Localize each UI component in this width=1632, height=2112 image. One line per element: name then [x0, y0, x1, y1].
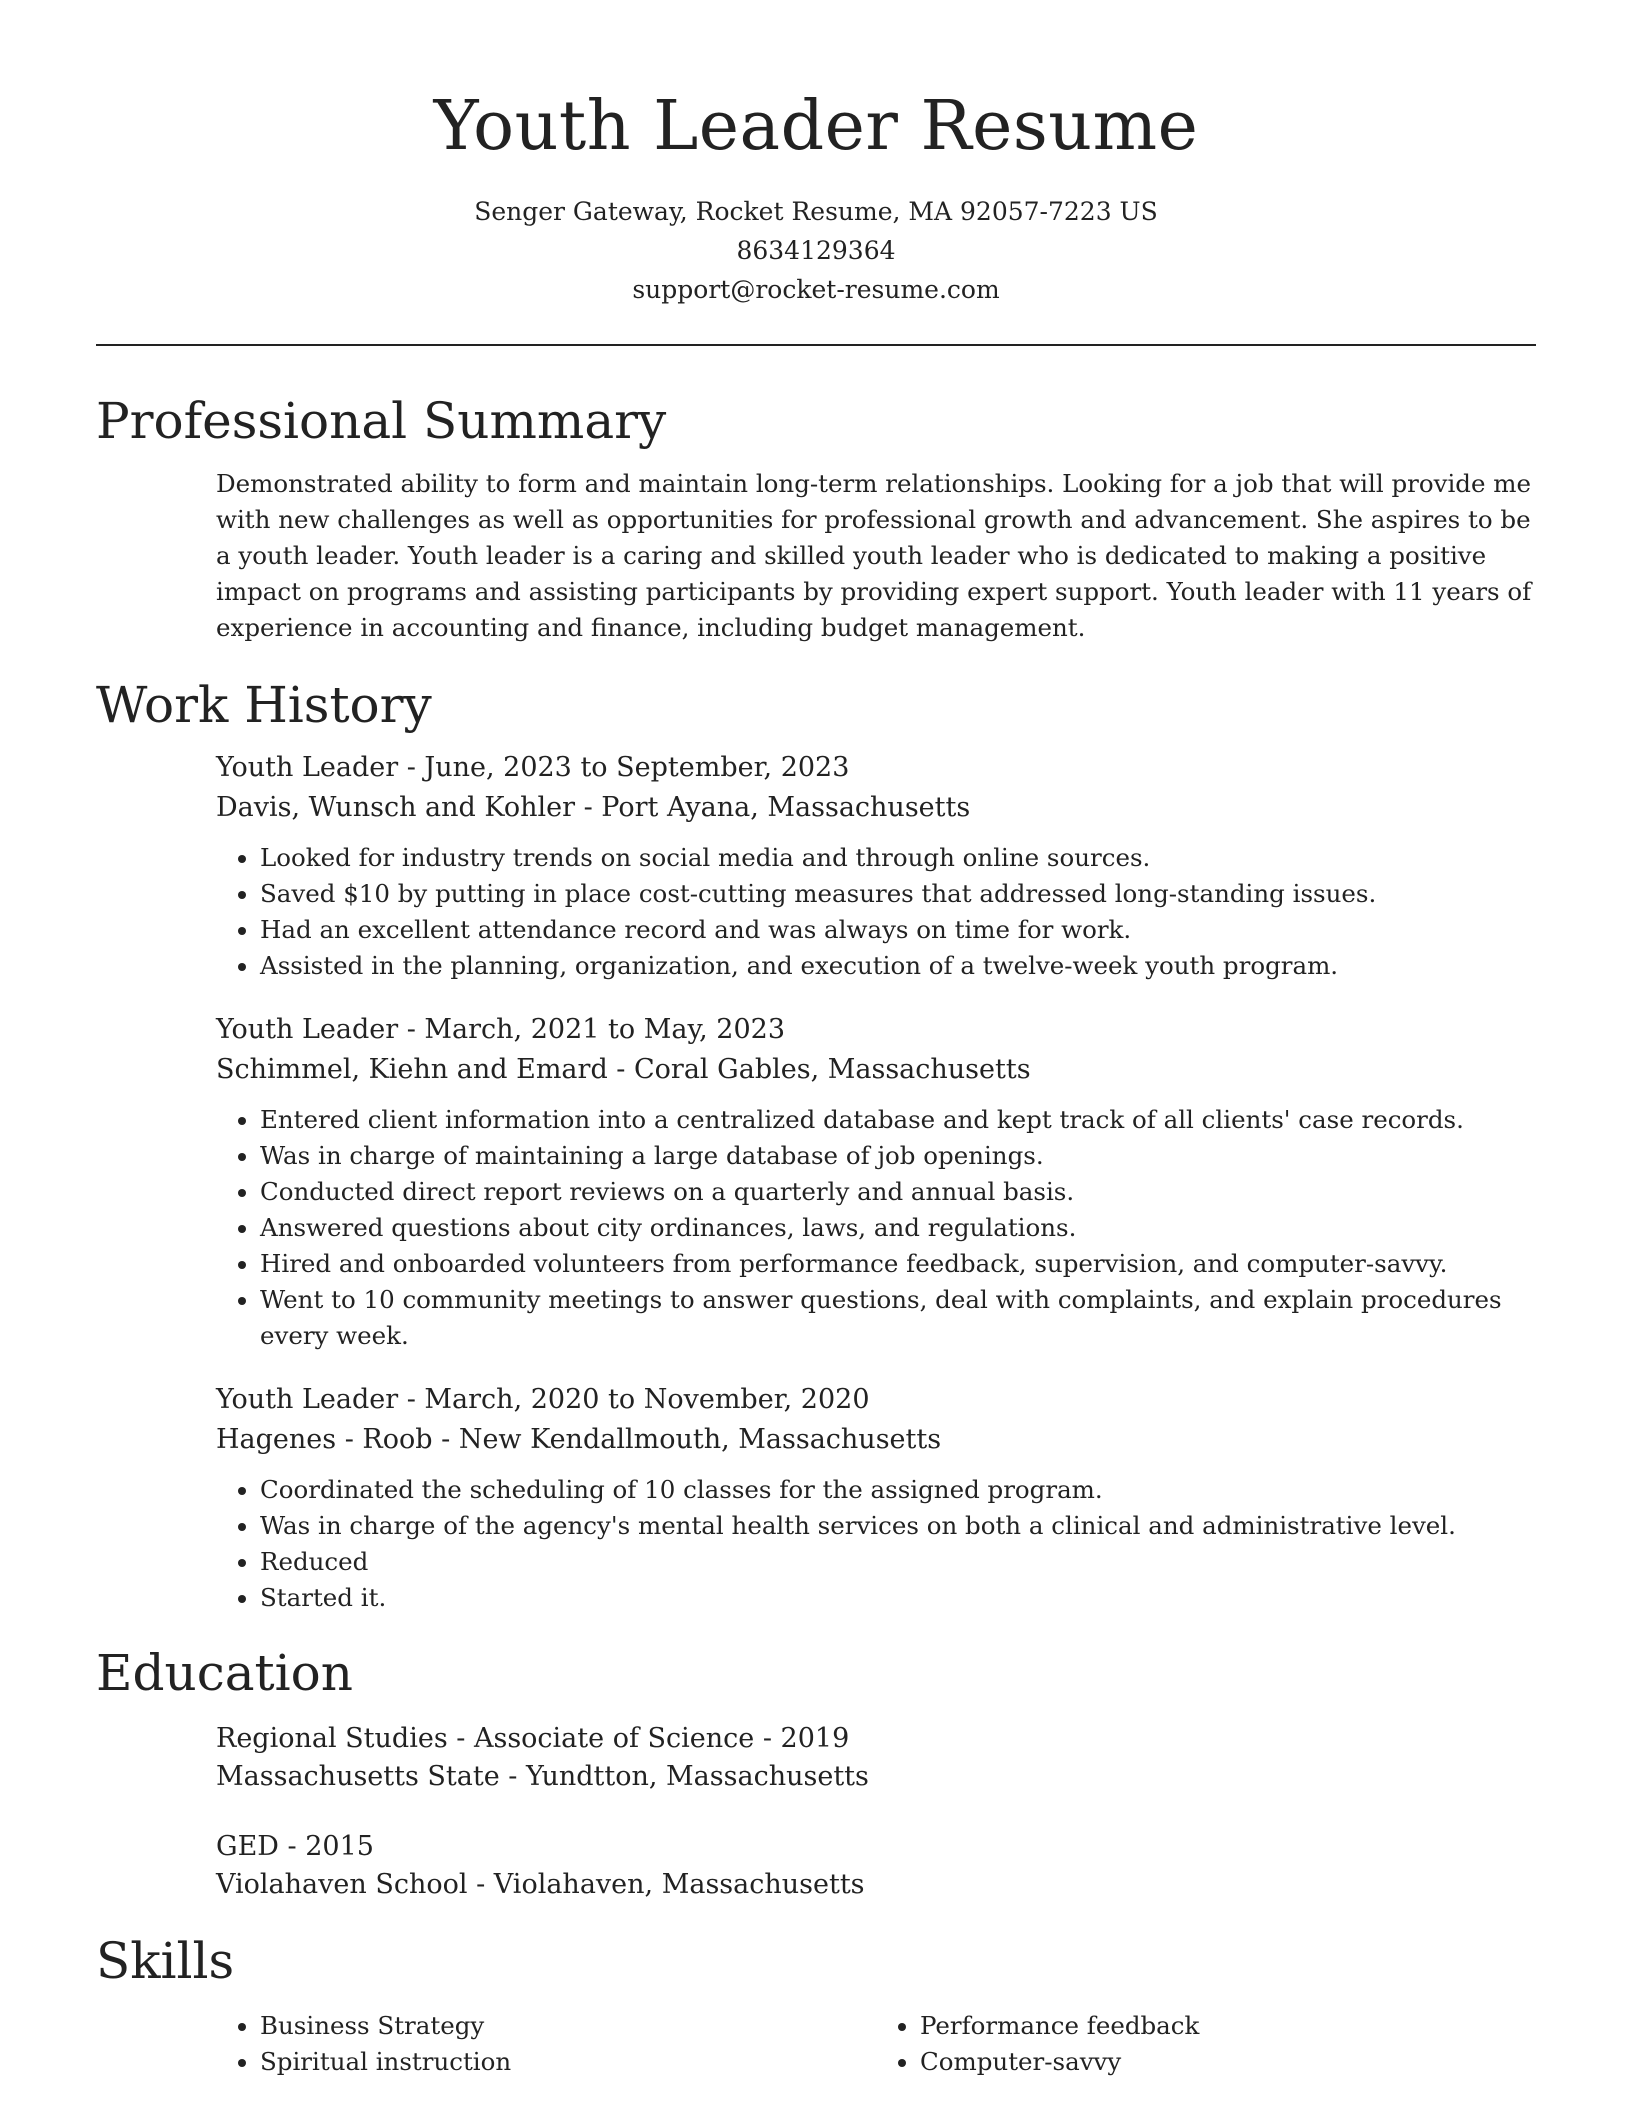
skills-list-right — [876, 2008, 1536, 2080]
job-title-line: Youth Leader - June, 2023 to September, 2023 — [216, 752, 850, 783]
skill-item: • Computer-savvy — [920, 2044, 1536, 2080]
work-history-section — [0, 670, 1632, 1616]
resume-title: Youth Leader Resume — [433, 87, 1199, 166]
job-bullet: • Coordinated the scheduling of 10 classes for the assigned program. — [260, 1472, 1536, 1508]
job-bullet: • Conducted direct report reviews on a quarterly and annual basis. — [260, 1174, 1536, 1210]
education-degree-line: Regional Studies - Associate of Science - 2019 — [216, 1723, 850, 1754]
job-entry — [216, 1380, 1536, 1616]
education-school-line: Violahaven School - Violahaven, Massachusetts — [216, 1869, 865, 1900]
job-bullet: • Entered client information into a centralized database and kept track of all clients' case records. — [260, 1102, 1536, 1138]
skill-item: • Business Strategy — [260, 2008, 876, 2044]
job-entry — [216, 748, 1536, 984]
job-bullets — [216, 1102, 1536, 1354]
skills-columns — [216, 2008, 1536, 2080]
skills-section — [0, 1926, 1632, 2080]
job-bullet: • Looked for industry trends on social media and through online sources. — [260, 840, 1536, 876]
job-bullet: • Was in charge of maintaining a large database of job openings. — [260, 1138, 1536, 1174]
education-entry — [216, 1720, 1536, 1796]
skill-item: • Performance feedback — [920, 2008, 1536, 2044]
contact-info — [0, 192, 1632, 309]
job-bullet: • Answered questions about city ordinances, laws, and regulations. — [260, 1210, 1536, 1246]
job-bullet: • Hired and onboarded volunteers from performance feedback, supervision, and computer-savvy. — [260, 1246, 1536, 1282]
education-entry — [216, 1828, 1536, 1904]
education-degree-line: GED - 2015 — [216, 1831, 374, 1862]
job-company-line: Davis, Wunsch and Kohler - Port Ayana, Massachusetts — [216, 792, 971, 823]
summary-section — [0, 386, 1632, 646]
job-bullet: • Had an excellent attendance record and was always on time for work. — [260, 912, 1536, 948]
resume-header — [0, 0, 1632, 309]
job-bullet: • Saved $10 by putting in place cost-cutting measures that addressed long-standing issues. — [260, 876, 1536, 912]
job-bullets — [216, 1472, 1536, 1616]
job-bullet: • Reduced — [260, 1544, 1536, 1580]
job-bullet: • Was in charge of the agency's mental health services on both a clinical and administrative level. — [260, 1508, 1536, 1544]
job-bullets — [216, 840, 1536, 984]
job-bullet: • Assisted in the planning, organization, and execution of a twelve-week youth program. — [260, 948, 1536, 984]
job-entry — [216, 1010, 1536, 1354]
contact-email: support@rocket-resume.com — [632, 275, 1000, 304]
job-company-line: Schimmel, Kiehn and Emard - Coral Gables, Massachusetts — [216, 1054, 1031, 1085]
header-divider — [96, 344, 1536, 346]
contact-phone: 8634129364 — [736, 236, 896, 265]
job-title-line: Youth Leader - March, 2020 to November, 2020 — [216, 1384, 870, 1415]
job-bullet: • Went to 10 community meetings to answer questions, deal with complaints, and explain procedures every week. — [260, 1282, 1536, 1354]
job-company-line: Hagenes - Roob - New Kendallmouth, Massachusetts — [216, 1424, 942, 1455]
education-heading: Education — [96, 1644, 353, 1702]
job-title-line: Youth Leader - March, 2021 to May, 2023 — [216, 1014, 786, 1045]
summary-heading: Professional Summary — [96, 392, 667, 450]
job-bullet: • Started it. — [260, 1580, 1536, 1616]
contact-address: Senger Gateway, Rocket Resume, MA 92057-7223 US — [474, 197, 1158, 226]
summary-text: Demonstrated ability to form and maintain long-term relationships. Looking for a job that will provide me with new challenges as well as opportunities for professional growth and advancement. She aspires to be a youth leader. Youth leader is a caring and skilled youth leader who is dedicated to making a positive impact on programs and assisting participants by providing expert support. Youth leader with 11 years of experience in accounting and finance, including budget management. — [216, 469, 1532, 642]
education-school-line: Massachusetts State - Yundtton, Massachusetts — [216, 1761, 869, 1792]
skills-list-left — [216, 2008, 876, 2080]
education-section — [0, 1638, 1632, 1904]
skill-item: • Spiritual instruction — [260, 2044, 876, 2080]
skills-heading: Skills — [96, 1932, 235, 1990]
work-history-heading: Work History — [96, 676, 432, 734]
